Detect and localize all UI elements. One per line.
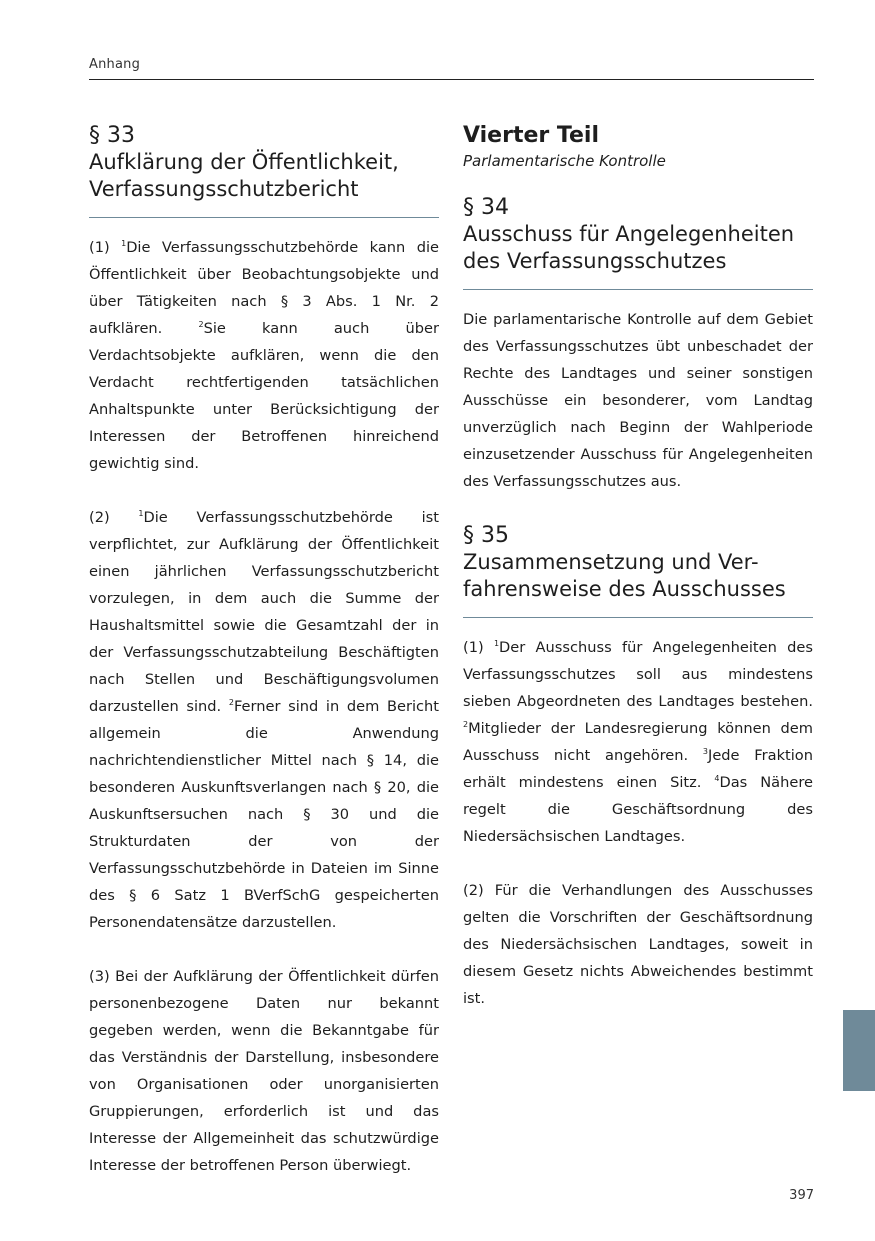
section-35-paragraph-1: (1) $^1$Der Ausschuss für Angelegenheiten des Verfassungsschutzes soll aus mindestens sieben Abgeordneten des Landtages bestehen. $^2$Mitglieder der Landesregierung können dem Ausschuss nicht angehören. $^3$Jede Fraktion erhält mindestens einen Sitz. $^4$Das Nähere regelt die Geschäftsordnung des Niedersächsischen Landtages. [463, 639, 814, 845]
page-number: 397 [789, 1188, 814, 1203]
part-title: Vierter Teil [463, 123, 599, 148]
section-34-title-line1: Ausschuss für Angelegenheiten [463, 222, 795, 246]
section-34-title-line2: des Verfassungsschutzes [463, 249, 727, 273]
section-33-paragraph-2: (2) $^1$Die Verfassungsschutzbehörde ist verpflichtet, zur Aufklärung der Öffentlichkeit einen jährlichen Verfassungsschutzbericht vorzulegen, in dem auch die Summe der Haushaltsmittel sowie die Gesamtzahl der in der Verfassungsschutzabteilung Beschäftigten nach Stellen und Beschäftigungsvolumen darzustellen sind. $^2$Ferner sind in dem Bericht allgemein die Anwendung nachrichtendienstlicher Mittel nach § 14, die besonderen Auskunftsverlangen nach § 20, die Auskunftsersuchen nach § 30 und die Strukturdaten der von der Verfassungsschutzbehörde in Dateien im Sinne des § 6 Satz 1 BVerfSchG gespeicherten Personendatensätze darzustellen. [89, 509, 440, 931]
section-34-paragraph: Die parlamentarische Kontrolle auf dem Gebiet des Verfassungsschutzes übt unbeschadet der Rechte des Landtages und seiner sonstigen Ausschüsse ein besonderer, vom Landtag unverzüglich nach Beginn der Wahlperiode einzusetzender Ausschuss für Angelegenheiten des Verfassungsschutzes aus. [463, 311, 813, 490]
section-33-title-line2: Verfassungsschutzbericht [89, 177, 359, 201]
section-34-number: § 34 [463, 195, 509, 220]
chapter-tab-marker [843, 1010, 875, 1091]
section-35-number: § 35 [463, 523, 509, 548]
section-35-title-line2: fahrensweise des Ausschusses [463, 577, 786, 601]
right-column [463, 122, 813, 1039]
section-35-divider [463, 617, 813, 618]
section-35-title-line1: Zusammensetzung und Ver- [463, 550, 759, 574]
header-divider [89, 79, 814, 80]
section-33-title-line1: Aufklärung der Öffentlichkeit, [89, 150, 399, 174]
section-33-number: § 33 [89, 123, 135, 148]
running-header: Anhang [89, 57, 141, 72]
section-35-paragraph-2: (2) Für die Verhandlungen des Ausschusses gelten die Vorschriften der Geschäftsordnung des Niedersächsischen Landtages, soweit in diesem Gesetz nichts Abweichendes bestimmt ist. [463, 882, 813, 1007]
section-33-divider [89, 217, 439, 218]
left-column [89, 122, 439, 1206]
section-33-paragraph-1: (1) $^1$Die Verfassungsschutzbehörde kann die Öffentlichkeit über Beobachtungsobjekte und über Tätigkeiten nach § 3 Abs. 1 Nr. 2 aufklären. $^2$Sie kann auch über Verdachtsobjekte aufklären, wenn die den Verdacht rechtfertigenden tatsächlichen Anhaltspunkte unter Berücksichtigung der Interessen der Betroffenen hinreichend gewichtig sind. [89, 239, 440, 472]
section-33-paragraph-3: (3) Bei der Aufklärung der Öffentlichkeit dürfen personenbezogene Daten nur bekannt gegeben werden, wenn die Bekanntgabe für das Verständnis der Darstellung, insbesondere von Organisationen oder unorganisierten Gruppierungen, erforderlich ist und das Interesse der Allgemeinheit das schutzwürdige Interesse der betroffenen Person überwiegt. [89, 968, 439, 1174]
section-34-divider [463, 289, 813, 290]
part-subtitle: Parlamentarische Kontrolle [463, 152, 666, 170]
